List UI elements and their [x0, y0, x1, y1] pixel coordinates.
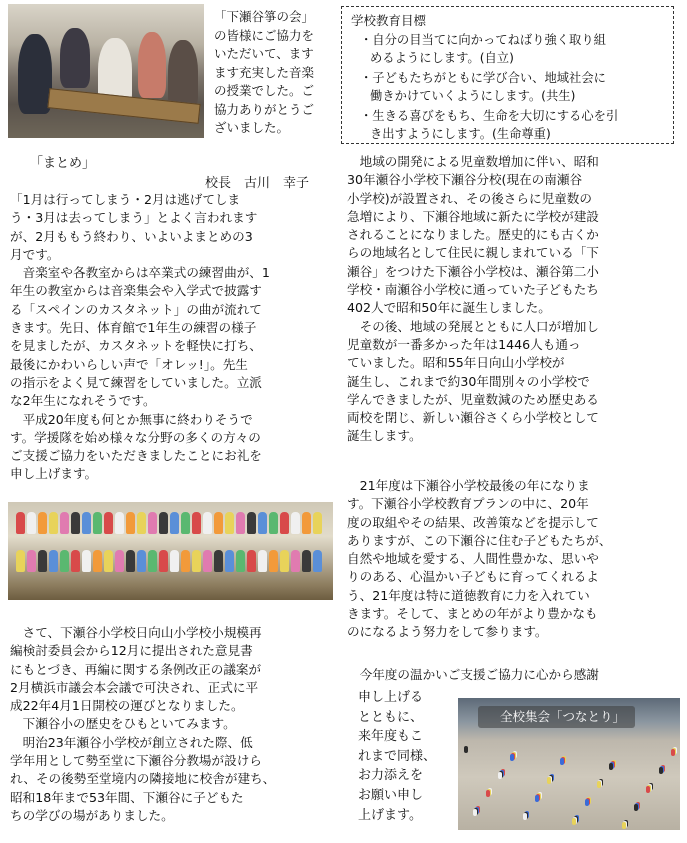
text-line: 学んできましたが、児童数減のため歴史ある — [347, 391, 599, 407]
student-figure — [547, 777, 551, 784]
child-figure — [313, 550, 322, 572]
goal-item — [360, 107, 670, 143]
child-figure — [170, 550, 179, 572]
child-figure — [93, 550, 102, 572]
text-line: 地域の開発による児童数増加に伴い、昭和 — [347, 154, 599, 169]
text-line: 誕生し、これまで約30年間別々の小学校で — [347, 373, 590, 389]
article-heading: 「まとめ」 — [30, 156, 96, 171]
text-line: 2月横浜市議会本会議で可決され、正式に平 — [10, 679, 259, 695]
text-line: 学校・南瀬谷小学校に通っていた子どもたち — [347, 282, 599, 298]
text-line: ざいました。 — [214, 120, 290, 135]
child-figure — [280, 550, 289, 572]
left-para-1 — [10, 191, 335, 484]
student-figure — [659, 767, 663, 774]
child-figure — [38, 550, 47, 572]
text-line: 「1月は行ってしまう・2月は逃げてしま — [10, 192, 241, 207]
child-figure — [27, 550, 36, 572]
text-line: ・生きる喜びをもち、生命を大切にする心を引 — [360, 109, 619, 123]
text-line: 「下瀬谷箏の会」 — [214, 9, 315, 24]
student-figure — [585, 799, 589, 806]
text-line: 協力ありがとうご — [214, 101, 315, 117]
text-line: めるようにします。(自立) — [370, 51, 514, 65]
child-figure — [38, 512, 47, 534]
text-line: きます。先日、体育館で1年生の練習の様子 — [10, 320, 257, 336]
text-line: 誕生します。 — [347, 428, 422, 444]
child-figure — [236, 550, 245, 572]
text-line: 学年用として勢至堂に下瀬谷分教場が設けら — [10, 753, 262, 769]
right-para-2 — [347, 477, 675, 642]
text-line: 30年瀬谷小学校下瀬谷分校(現在の南瀬谷 — [347, 172, 583, 188]
text-line: ありますが、この下瀬谷に住む子どもたちが、 — [347, 532, 612, 548]
child-figure — [313, 512, 322, 534]
child-figure — [181, 512, 190, 534]
koto-thanks-caption — [214, 8, 334, 138]
goals-title: 学校教育目標 — [351, 13, 427, 28]
child-figure — [258, 512, 267, 534]
text-line: 下瀬谷小の歴史をひもといてみます。 — [10, 716, 236, 732]
child-figure — [82, 512, 91, 534]
child-figure — [291, 550, 300, 572]
student-figure — [560, 758, 564, 765]
author-line: 校長 古川 幸子 — [205, 176, 310, 191]
student-figure — [510, 754, 514, 761]
text-line: ていました。昭和55年日向山小学校が — [347, 355, 565, 371]
school-goals-box — [341, 6, 674, 144]
child-figure — [203, 550, 212, 572]
child-figure — [71, 550, 80, 572]
child-figure — [60, 550, 69, 572]
text-line: な2年生になれそうです。 — [10, 393, 156, 409]
child-figure — [159, 550, 168, 572]
right-para-1 — [347, 153, 675, 446]
text-line: 来年度もこ — [358, 729, 424, 745]
text-line: お願い申し — [358, 787, 424, 803]
text-line: の指示をよく見て練習をしていました。立派 — [10, 374, 262, 390]
text-line: き出すようにします。(生命尊重) — [370, 127, 551, 141]
text-line: お力添えを — [358, 768, 424, 784]
child-figure — [159, 512, 168, 534]
child-figure — [214, 512, 223, 534]
text-line: す。学援隊を始め様々な分野の多くの方々の — [10, 429, 261, 445]
text-line: る「スペインのカスタネット」の曲が流れて — [10, 301, 262, 317]
text-line: ・子どもたちがともに学び合い、地域社会に — [360, 71, 606, 85]
child-figure — [137, 550, 146, 572]
child-figure — [269, 512, 278, 534]
child-figure — [71, 512, 80, 534]
text-line: 働きかけていくようにします。(共生) — [370, 89, 576, 103]
photo-koto-lesson — [8, 4, 204, 138]
text-line: 編検討委員会から12月に提出された意見書 — [10, 643, 253, 659]
child-figure — [82, 550, 91, 572]
assembly-caption: 全校集会「つなとり」 — [478, 706, 635, 728]
text-line: 音楽室や各教室からは卒業式の練習曲が、1 — [10, 265, 270, 281]
child-figure — [192, 550, 201, 572]
text-line: 上げます。 — [358, 807, 422, 823]
child-figure — [137, 512, 146, 534]
child-figure — [258, 550, 267, 572]
child-figure — [236, 512, 245, 534]
child-figure — [93, 512, 102, 534]
child-figure — [225, 550, 234, 572]
child-figure — [104, 550, 113, 572]
child-figure — [148, 550, 157, 572]
text-line: の皆様にご協力を — [214, 27, 315, 43]
text-line: 申し上げる — [358, 690, 424, 705]
child-figure — [214, 550, 223, 572]
child-figure — [126, 512, 135, 534]
child-figure — [192, 512, 201, 534]
text-line: れまで同様、 — [358, 748, 437, 764]
closing-line: 今年度の温かいご支援ご協力に心から感謝 — [347, 667, 599, 682]
child-figure — [247, 512, 256, 534]
child-figure — [115, 512, 124, 534]
text-line: す。下瀬谷小学校教育プランの中に、20年 — [347, 496, 589, 512]
text-line: 21年度は下瀬谷小学校最後の年になりま — [347, 478, 590, 493]
text-line: 度の取組やその結果、改善策などを提示して — [347, 514, 599, 530]
goal-item — [360, 69, 670, 105]
goal-item — [360, 31, 670, 67]
text-line: う、21年度は特に道徳教育に力を入れてい — [347, 587, 590, 603]
child-figure — [225, 512, 234, 534]
child-figure — [181, 550, 190, 572]
text-line: 申し上げます。 — [10, 466, 98, 482]
student-figure — [535, 795, 539, 802]
child-figure — [247, 550, 256, 572]
student-figure — [572, 818, 576, 825]
left-para-2 — [10, 624, 335, 825]
student-figure — [646, 786, 650, 793]
child-figure — [291, 512, 300, 534]
text-line: 昭和18年まで53年間、下瀬谷に子どもた — [10, 789, 244, 805]
text-line: さて、下瀬谷小学校日向山小学校小規模再 — [10, 625, 262, 640]
text-line: 急増により、下瀬谷地域に新たに学校が建設 — [347, 208, 599, 224]
text-line: ちの学びの場がありました。 — [10, 807, 174, 823]
text-line: 瀬谷」をつけた下瀬谷小学校は、瀬谷第二小 — [347, 263, 599, 279]
student-figure — [597, 781, 601, 788]
text-line: きます。そして、まとめの年がより豊かなも — [347, 606, 598, 622]
child-figure — [16, 512, 25, 534]
text-line: 402人で昭和50年に誕生しました。 — [347, 300, 551, 316]
text-line: 年生の教室からは音楽集会や入学式で披露す — [10, 283, 262, 299]
student-figure — [486, 790, 490, 797]
text-line: を見ましたが、カスタネットを軽快に打ち、 — [10, 338, 262, 354]
child-figure — [115, 550, 124, 572]
student-figure — [671, 749, 675, 756]
text-line: その後、地域の発展とともに人口が増加し — [347, 318, 599, 334]
child-figure — [280, 512, 289, 534]
child-figure — [126, 550, 135, 572]
text-line: 成22年4月1日開校の運びとなりました。 — [10, 698, 244, 714]
child-figure — [302, 550, 311, 572]
text-line: いただいて、ます — [214, 46, 314, 61]
student-figure — [473, 809, 477, 816]
text-line: 自然や地域を愛する、人間性豊かな、思いや — [347, 551, 599, 567]
student-figure — [523, 813, 527, 820]
student-figure — [498, 772, 502, 779]
student-figure — [464, 746, 468, 753]
text-line: にもとづき、再編に関する条例改正の議案が — [10, 661, 262, 677]
text-line: 最後にかわいらしい声で「オレッ!」。先生 — [10, 356, 248, 372]
text-line: りのある、心温かい子どもに育ってくれるよ — [347, 569, 599, 585]
text-line: らの地域名として住民に親しまれている「下 — [347, 245, 599, 261]
child-figure — [49, 550, 58, 572]
text-line: ご支援ご協力をいただきましたことにお礼を — [10, 448, 262, 464]
student-figure — [609, 763, 613, 770]
photo-assembly-tug-of-war — [458, 698, 680, 830]
text-line: 平成20年度も何とか無事に終わりそうで — [10, 411, 253, 427]
text-line: のになるよう努力をして参ります。 — [347, 624, 548, 640]
child-figure — [148, 512, 157, 534]
child-figure — [104, 512, 113, 534]
child-figure — [27, 512, 36, 534]
text-line: れ、その後勢至堂境内の隣接地に校舎が建ち、 — [10, 771, 276, 787]
text-line: ・自分の目当てに向かってねばり強く取り組 — [360, 33, 606, 47]
text-line: が、2月ももう終わり、いよいよまとめの3 — [10, 228, 253, 244]
child-figure — [170, 512, 179, 534]
child-figure — [269, 550, 278, 572]
child-figure — [16, 550, 25, 572]
closing-callout — [358, 688, 454, 825]
text-line: されることになりました。歴史的にも古くか — [347, 227, 599, 243]
child-figure — [60, 512, 69, 534]
text-line: 月です。 — [10, 246, 60, 262]
student-figure — [634, 804, 638, 811]
text-line: ます充実した音楽 — [214, 64, 315, 80]
text-line: う・3月は去ってしまう」とよく言われます — [10, 210, 258, 226]
text-line: 小学校)が設置され、その後さらに児童数の — [347, 190, 592, 206]
photo-gym-chorus — [8, 502, 333, 600]
child-figure — [203, 512, 212, 534]
text-line: の授業でした。ご — [214, 83, 315, 98]
text-line: 明治23年瀬谷小学校が創立された際、低 — [10, 734, 253, 750]
text-line: 両校を閉じ、新しい瀬谷さくら小学校として — [347, 410, 599, 426]
student-figure — [622, 822, 626, 829]
child-figure — [302, 512, 311, 534]
text-line: とともに、 — [358, 709, 424, 725]
child-figure — [49, 512, 58, 534]
text-line: 児童数が一番多かった年は1446人も通っ — [347, 336, 581, 352]
